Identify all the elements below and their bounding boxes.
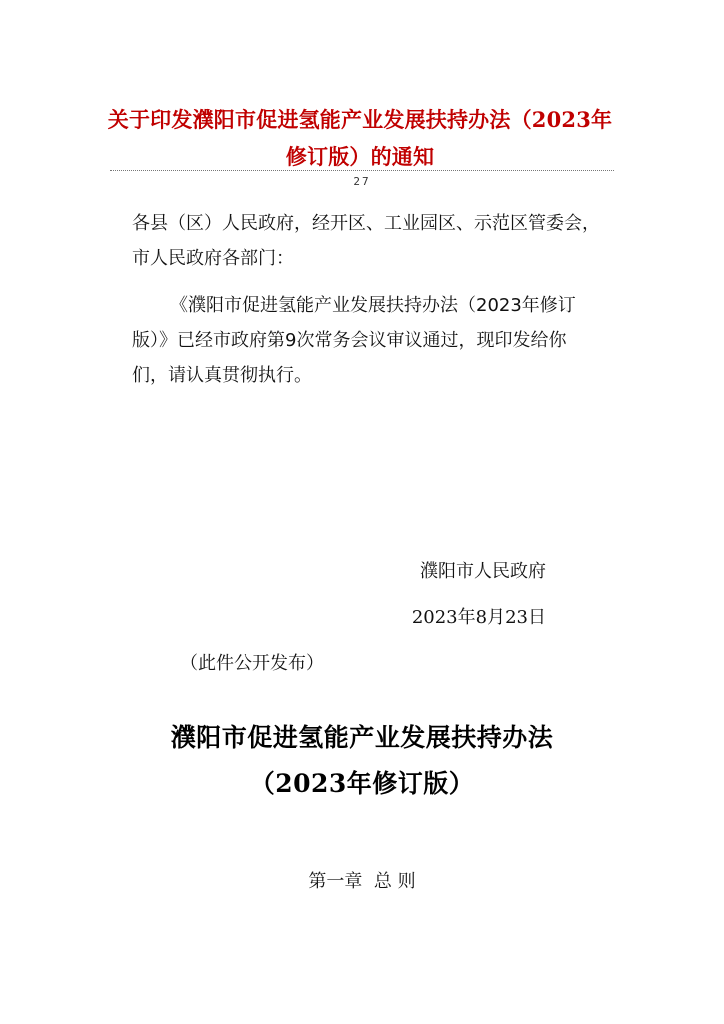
salutation: 各县（区）人民政府，经开区、工业园区、示范区管委会，市人民政府各部门： xyxy=(132,213,600,269)
notice-body: 《濮阳市促进氢能产业发展扶持办法（2023年修订版）》已经市政府第9次常务会议审议通过，现印发给你们，请认真贯彻执行。 xyxy=(132,295,576,386)
chapter-heading: 第一章 总 则 xyxy=(308,871,416,892)
page-number: 27 xyxy=(353,175,371,188)
notice-title: 关于印发濮阳市促进氢能产业发展扶持办法（2023年修订版）的通知 xyxy=(107,107,613,169)
document-subtitle: （2023年修订版） xyxy=(249,769,475,798)
publish-note: （此件公开发布） xyxy=(180,653,324,674)
document-title: 濮阳市促进氢能产业发展扶持办法 xyxy=(170,723,554,752)
title-divider xyxy=(110,170,614,171)
issue-date: 2023年8月23日 xyxy=(411,607,546,628)
issuer-signature: 濮阳市人民政府 xyxy=(420,561,546,582)
